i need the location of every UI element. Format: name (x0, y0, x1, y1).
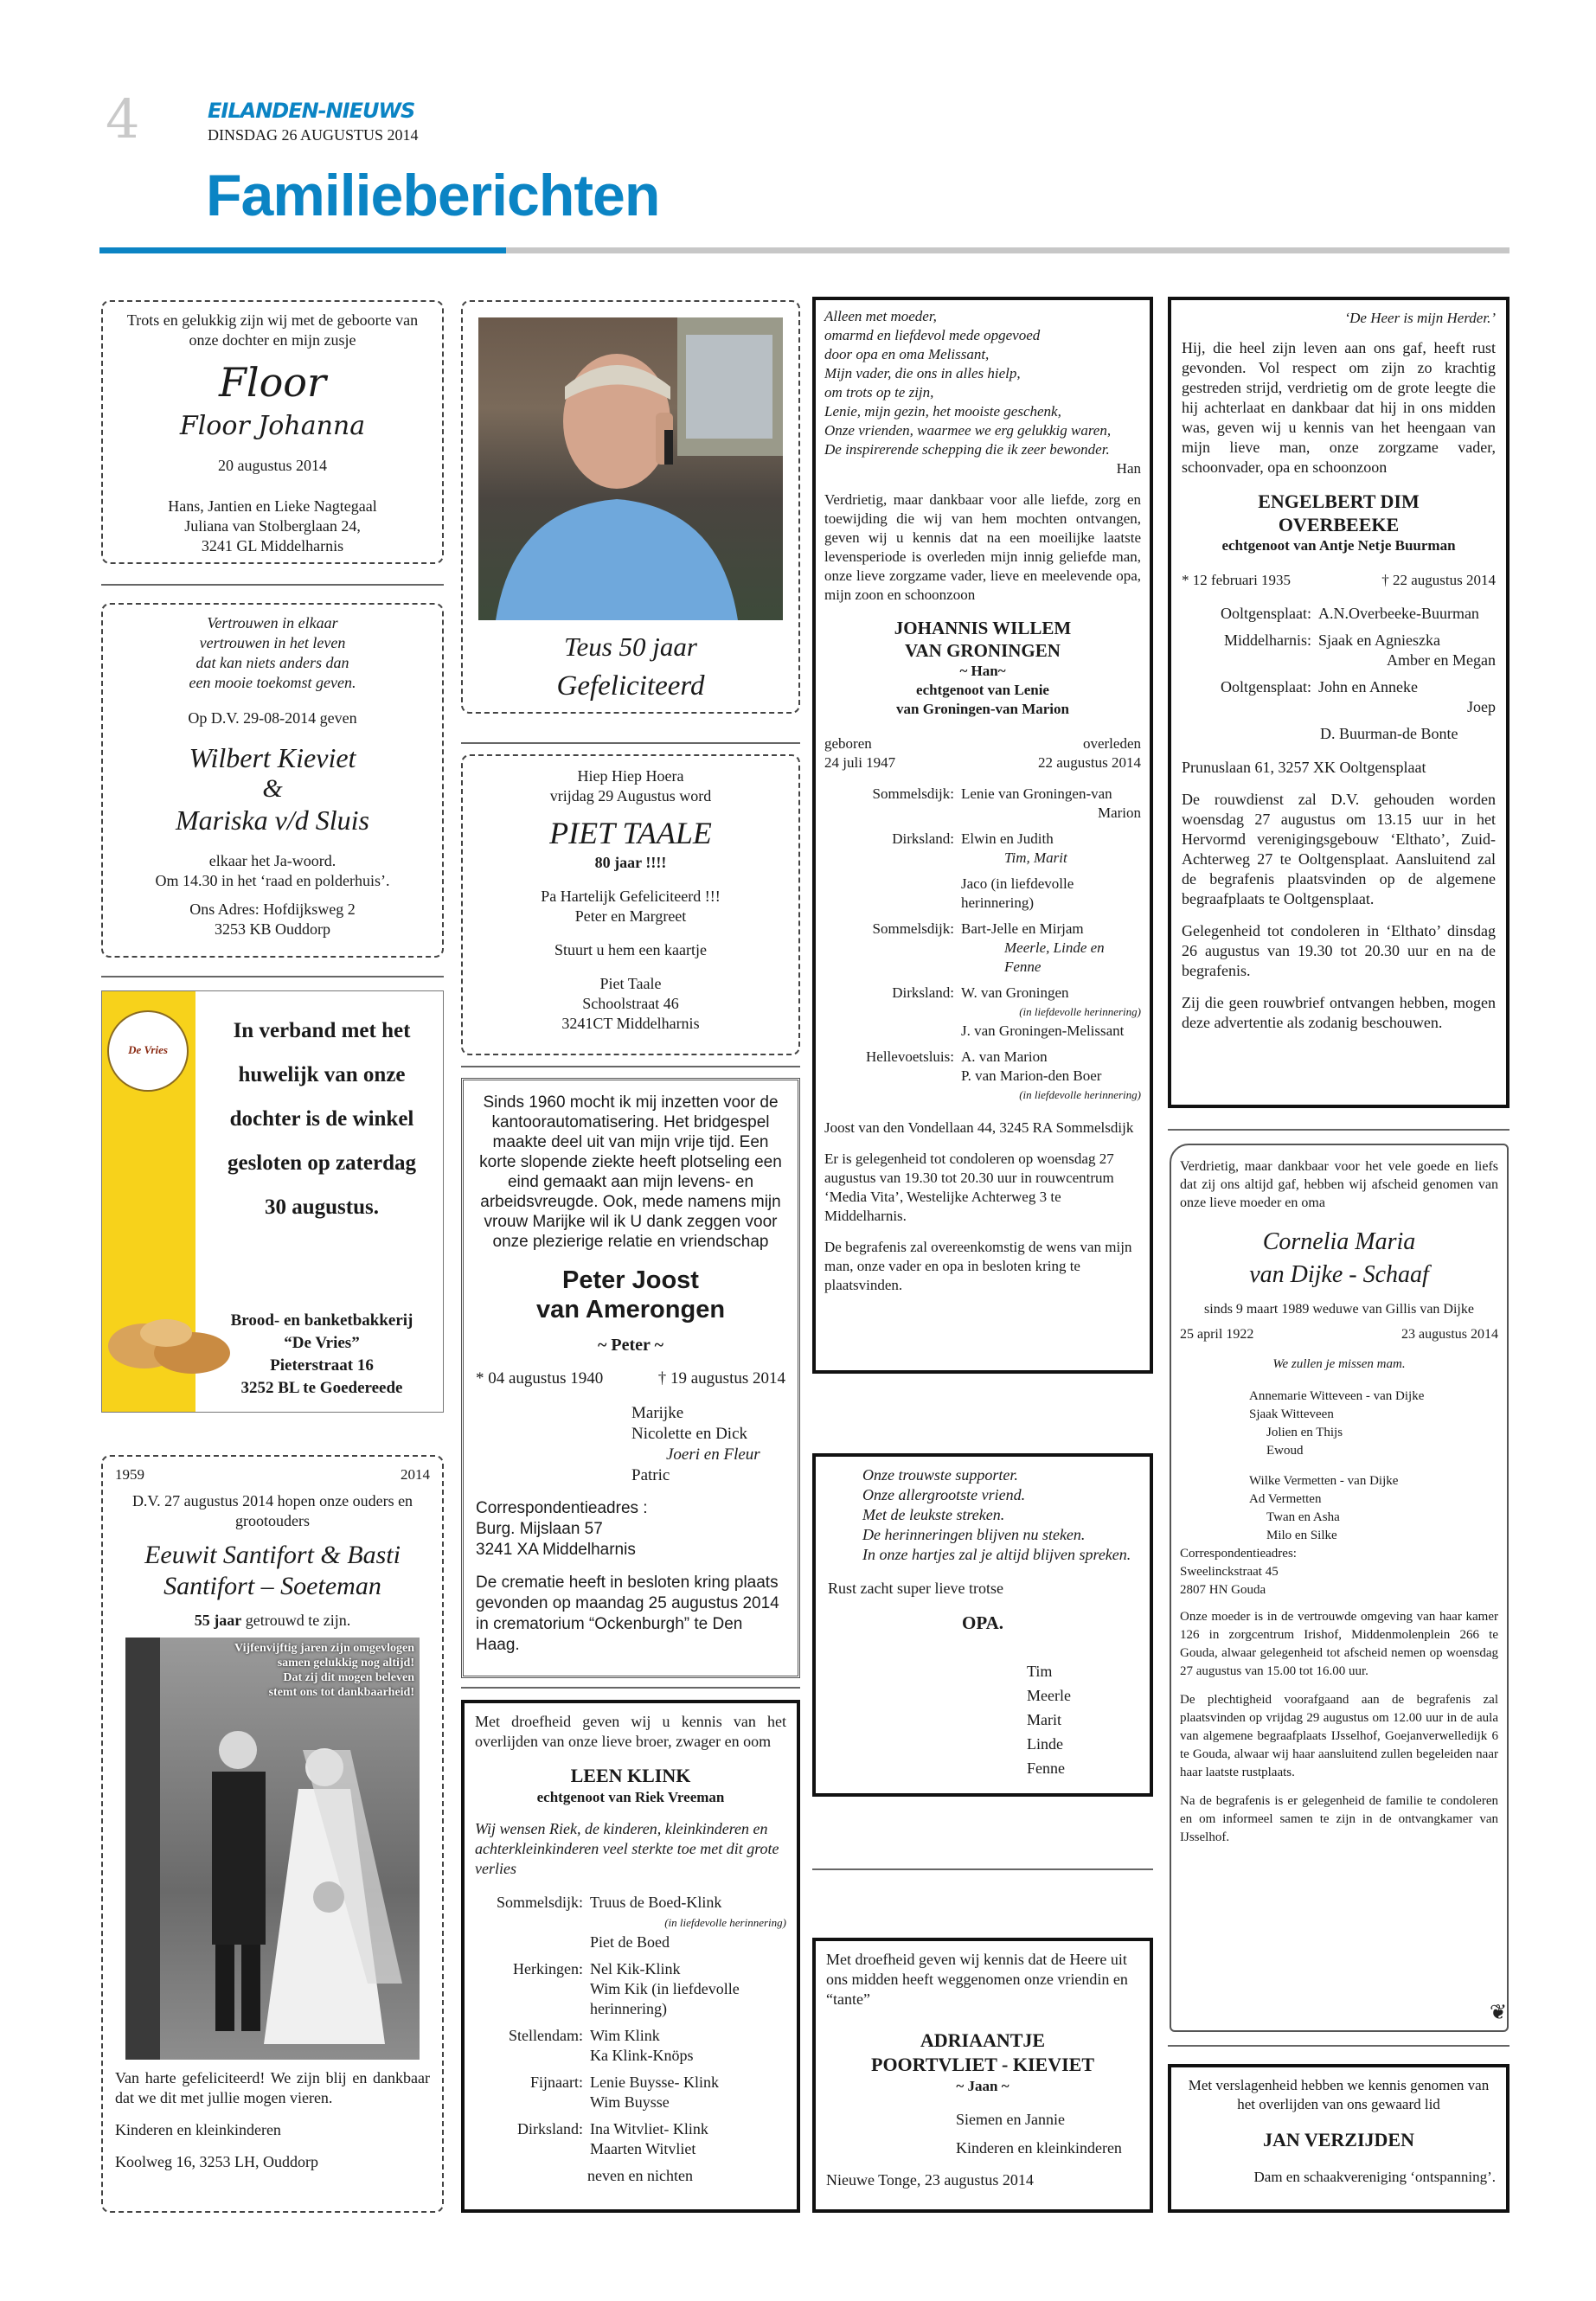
farewell-notice: Onze moeder is in de vertrouwde omgeving van haar kamer 126 in zorgcentrum Irishof, Middenmolenplein 266 te Gouda, alwaar gelegenheid tot afscheid nemen op woensdag 27 augustus van 15.00 tot 16.00 uur. (1180, 1610, 1498, 1678)
place-label: Stellendam: (509, 2027, 583, 2044)
wedding-line: elkaar het Ja-woord. (208, 852, 337, 869)
poem-line: Met de leukste streken. (862, 1506, 1005, 1523)
vanamerongen-text: Sinds 1960 mocht ik mij inzetten voor de kantoorautomatisering. Het bridgespel maakte deel uit van mijn vrije tijd. Een korte slopende ziekte heeft plotseling een eind gemaakt aan mijn levens- en arbeidsvreugde. Ook, mede namens mijn vrouw Marijke wil ik U dank zeggen voor onze plezierige relatie en vriendschap (479, 1093, 782, 1251)
poem-line: door opa en oma Melissant, (824, 346, 990, 362)
piet-age: 80 jaar !!!! (594, 854, 667, 871)
groningen-address: Joost van den Vondellaan 44, 3245 RA Sommelsdijk (824, 1119, 1134, 1136)
birth-date: * 12 februari 1935 (1182, 572, 1292, 588)
family-member: A.N.Overbeeke-Buurman (1318, 605, 1479, 622)
we-miss-you: We zullen je missen mam. (1272, 1357, 1406, 1371)
anniversary-ad (101, 1455, 444, 2213)
bakery-line: In verband met het (233, 1019, 411, 1042)
place-label: Hellevoetsluis: (866, 1048, 954, 1065)
family-row (824, 1048, 1141, 1105)
family-member: Amber en Megan (1387, 651, 1496, 669)
family-row (475, 1959, 786, 2019)
family-member: J. van Groningen-Melissant (961, 1022, 1125, 1039)
wedding-ad (101, 603, 444, 958)
place-label: Herkingen: (513, 1960, 583, 1977)
family-row (824, 830, 1141, 913)
poem-line: dat kan niets anders dan (195, 654, 349, 671)
poem-line: Onze allergrootste vriend. (862, 1486, 1026, 1503)
klink-end: neven en nichten (587, 2167, 693, 2184)
deceased-spouse: echtgenoot van Antje Netje Buurman (1221, 537, 1456, 554)
family-member: A. van Marion (961, 1048, 1048, 1065)
poem-line: Onze vrienden, waarmee we erg gelukkig waren, (824, 422, 1112, 439)
overbeeke-address: Prunuslaan 61, 3257 XK Ooltgensplaat (1182, 759, 1426, 776)
family-row (475, 2073, 786, 2112)
obituary-schaaf (1170, 1144, 1509, 2032)
baby-fullname: Floor Johanna (179, 411, 366, 441)
family-member: Elwin en Judith (961, 830, 1054, 847)
poem-line: om trots op te zijn, (824, 384, 934, 401)
condolence-notice: Er is gelegenheid tot condoleren op woensdag 27 augustus van 19.30 tot 20.30 uur in rouwcentrum ‘Media Vita’, Westelijke Achterweg 3 te Middelharnis. (824, 1150, 1114, 1224)
logo-text: De Vries (128, 1043, 168, 1056)
family-row (824, 785, 1141, 823)
death-date: † 19 augustus 2014 (657, 1369, 785, 1388)
family-row (1182, 604, 1496, 624)
grandchild-name: Tim (1027, 1663, 1053, 1680)
service-notice: De rouwdienst zal D.V. gehouden worden woensdag 27 augustus om 13.15 uur in het Hervormd verenigingsgebouw ‘Elthato’, Zuid-Achterweg 27 te Ooltgensplaat. Aansluitend zal de begrafenis plaatsvinden op de algemene begraafplaats te Ooltgensplaat. (1182, 791, 1496, 907)
grey-bar (506, 247, 1509, 253)
place-label: Sommelsdijk: (496, 1894, 583, 1911)
correspondence-label: Correspondentieadres : (476, 1499, 648, 1517)
deceased-name: LEEN KLINK (570, 1765, 691, 1786)
family-member: P. van Marion-den Boer (961, 1067, 1102, 1084)
deceased-name: Peter Joost (562, 1266, 699, 1294)
deceased-name: JOHANNIS WILLEM (894, 618, 1072, 638)
wedding-address: Ons Adres: Hofdijksweg 2 (189, 901, 356, 918)
city: 3241 GL Middelharnis (201, 537, 344, 554)
family-member: Jolien en Thijs (1266, 1426, 1343, 1439)
death-date: 23 augustus 2014 (1401, 1327, 1498, 1342)
wedding-address: 3253 KB Ouddorp (215, 920, 330, 938)
place-label: Sommelsdijk: (872, 920, 954, 937)
grandchild-name: Marit (1027, 1711, 1061, 1728)
deceased-name: Cornelia Maria (1262, 1228, 1416, 1255)
deceased-name: POORTVLIET - KIEVIET (871, 2054, 1094, 2075)
deceased-nickname: ~ Han~ (959, 663, 1006, 679)
poem-line: vertrouwen in het leven (199, 634, 346, 651)
poortvliet-intro: Met droefheid geven wij kennis dat de Heere uit ons midden heeft weggenomen onze vriendin en “tante” (826, 1951, 1128, 2008)
deceased-nickname: ~ Peter ~ (598, 1336, 663, 1355)
year-right: 2014 (401, 1466, 430, 1483)
poem-line: Mijn vader, die ons in alles hielp, (824, 365, 1021, 381)
couple-names: Eeuwit Santifort & Basti (144, 1541, 401, 1569)
divider (461, 1066, 800, 1067)
poem-line: In onze hartjes zal je altijd blijven spreken. (862, 1546, 1131, 1563)
poem-line: Lenie, mijn gezin, het mooiste geschenk, (824, 403, 1061, 420)
piet-intro: Hiep Hiep Hoera (577, 767, 684, 785)
family-member: Ad Vermetten (1249, 1492, 1322, 1506)
piet-address: 3241CT Middelharnis (561, 1015, 700, 1032)
page-number: 4 (106, 87, 140, 151)
family-member: Marion (1097, 804, 1141, 821)
deceased-spouse: echtgenoot van Lenie (916, 682, 1049, 698)
wedding-photo (125, 1638, 420, 2060)
family-member: Joeri en Fleur (666, 1445, 760, 1464)
photo-caption: Vijfenvijftig jaren zijn omgevlogen (234, 1642, 414, 1655)
obituary-poortvliet (812, 1938, 1153, 2213)
divider (1168, 2045, 1509, 2047)
place-label: Sommelsdijk: (872, 785, 954, 802)
family-member: Ewoud (1266, 1444, 1304, 1458)
bakery-city: 3252 BL te Goedereede (240, 1379, 403, 1397)
correspondence-address: 3241 XA Middelharnis (476, 1541, 636, 1559)
place-label: Ooltgensplaat: (1221, 678, 1311, 695)
teus-line: Teus 50 jaar (564, 631, 697, 662)
anniversary-from: Kinderen en kleinkinderen (115, 2121, 281, 2138)
deceased-spouse: echtgenoot van Riek Vreeman (536, 1789, 725, 1805)
family-member: Twan en Asha (1266, 1510, 1340, 1524)
bride-name: Mariska v/d Sluis (176, 804, 369, 836)
condolence-notice: Gelegenheid tot condoleren in ‘Elthato’ dinsdag 26 augustus van 19.30 tot 20.30 uur en na de begrafenis. (1182, 922, 1496, 979)
birth-date: 24 juli 1947 (824, 754, 896, 771)
family-member: Patric (631, 1466, 670, 1484)
family-member (961, 868, 1141, 875)
deceased-name: VAN GRONINGEN (905, 640, 1061, 661)
photo-caption: stemt ons tot dankbaarheid! (268, 1686, 414, 1699)
bakery-line: huwelijk van onze (238, 1063, 406, 1086)
bakery-street: Pieterstraat 16 (270, 1356, 374, 1375)
birth-date: 25 april 1922 (1180, 1327, 1254, 1342)
overbeeke-other: D. Buurman-de Bonte (1320, 725, 1458, 742)
bakery-ad (101, 990, 444, 1413)
born-label: geboren (824, 735, 872, 752)
wedding-line: Om 14.30 in het ‘raad en polderhuis’. (155, 872, 390, 889)
photo-caption: samen gelukkig nog altijd! (277, 1657, 414, 1670)
teus-line: Gefeliciteerd (556, 670, 705, 702)
family-row (824, 920, 1141, 977)
birth-date: * 04 augustus 1940 (476, 1369, 604, 1388)
family-member: Nel Kik-Klink (590, 1960, 681, 1977)
piet-address: Piet Taale (599, 975, 662, 992)
piet-card: Stuurt u hem een kaartje (554, 941, 707, 958)
place-label: Dirksland: (517, 2120, 583, 2138)
divider (101, 584, 444, 586)
divider (1168, 1129, 1509, 1131)
verzijden-intro: Met verslagenheid hebben we kennis genomen van het overlijden van ons gewaard lid (1188, 2077, 1490, 2112)
anniversary-wish: Van harte gefeliciteerd! We zijn blij en dankbaar dat we dit met jullie mogen vieren. (115, 2069, 430, 2106)
deceased-nickname: ~ Jaan ~ (956, 2078, 1010, 2094)
deceased-name: JAN VERZIJDEN (1262, 2129, 1414, 2150)
family-group (1180, 1472, 1498, 1545)
poem-line: Onze trouwste supporter. (862, 1466, 1018, 1484)
poem-line: De herinneringen blijven nu steken. (862, 1526, 1086, 1543)
opa-ad (812, 1453, 1153, 1797)
grandchild-name: Linde (1027, 1735, 1063, 1753)
obituary-overbeeke (1168, 297, 1509, 1108)
family-member: Ina Witvliet- Klink (590, 2120, 708, 2138)
masthead: EILANDEN-NIEUWS (208, 99, 415, 123)
piet-congrats: Pa Hartelijk Gefeliciteerd !!! (541, 888, 721, 905)
correspondence-address: 2807 HN Gouda (1180, 1583, 1266, 1597)
family-member: Truus de Boed-Klink (590, 1894, 722, 1911)
poem-line: omarmd en liefdevol mede opgevoed (824, 327, 1041, 343)
flower-icon: ❦ (1490, 2002, 1508, 2024)
bakery-line: 30 augustus. (265, 1195, 379, 1219)
place-label: Ooltgensplaat: (1221, 605, 1311, 622)
death-date: † 22 augustus 2014 (1381, 572, 1496, 588)
family-member: Lenie van Groningen-van (961, 785, 1112, 802)
birth-date: 20 augustus 2014 (218, 457, 327, 474)
ceremony-notice: De plechtigheid voorafgaand aan de begrafenis zal plaatsvinden op vrijdag 29 augustus om 12.00 uur in de aula van algemene begraafplaats IJsselhof, Goejanverwelledijk 6 te Gouda, alwaar wij haar aansluitend zullen begeleiden naar haar laatste rustplaats. (1180, 1693, 1498, 1779)
schaaf-intro: Verdrietig, maar dankbaar voor het vele goede en liefs dat zij ons altijd gaf, hebben wij afscheid genomen van onze lieve moeder en oma (1180, 1159, 1498, 1210)
no-letters-notice: Zij die geen rouwbrief ontvangen hebben, mogen deze advertentie als zodanig beschouwen. (1182, 994, 1496, 1031)
street: Juliana van Stolberglaan 24, (184, 517, 361, 535)
family-group (1180, 1388, 1498, 1460)
family-member: Nicolette en Dick (631, 1425, 748, 1443)
couple-names: Santifort – Soeteman (163, 1572, 381, 1600)
family-row (1182, 677, 1496, 717)
family-row (475, 1893, 786, 1952)
died-label: overleden (1082, 735, 1141, 752)
family-member: Wim Buysse (590, 2093, 670, 2111)
divider (461, 742, 800, 744)
piet-intro: vrijdag 29 Augustus word (549, 787, 712, 804)
teus-photo (478, 317, 783, 620)
ampersand: & (262, 774, 283, 803)
issue-date: DINSDAG 26 AUGUSTUS 2014 (208, 126, 419, 144)
deceased-name: van Dijke - Schaaf (1249, 1261, 1429, 1288)
family-row (1182, 631, 1496, 670)
family-member: Lenie Buysse- Klink (590, 2073, 719, 2091)
family-member: Milo en Silke (1266, 1529, 1337, 1542)
photo-caption: Dat zij dit mogen beleven (283, 1671, 414, 1684)
poortvliet-family: Kinderen en kleinkinderen (956, 2139, 1122, 2157)
correspondence-label: Correspondentieadres: (1180, 1547, 1297, 1561)
family-member: Piet de Boed (590, 1933, 670, 1951)
divider (812, 1868, 1153, 1870)
family-list (824, 785, 1141, 1105)
deceased-name: ENGELBERT DIM (1258, 490, 1420, 512)
obituary-van-groningen (812, 297, 1153, 1374)
groningen-text: Verdrietig, maar dankbaar voor alle liefde, zorg en toewijding die wij van hem mochten ontvangen, geven wij u kennis dat na een moeilijke laatste levensperiode is overleden mijn innig geliefde man, onze lieve zorgzame vader, lieve en meelevende opa, mijn zoon en schoonzoon (824, 491, 1141, 603)
family-member: Joep (1467, 698, 1496, 715)
klink-wish: Wij wensen Riek, de kinderen, kleinkinderen en achterkleinkinderen veel sterkte toe met dit grote verlies (475, 1820, 779, 1877)
family-member: Ka Klink-Knöps (590, 2047, 694, 2064)
years-married: 55 jaar (194, 1612, 242, 1629)
verzijden-from: Dam en schaakvereniging ‘ontspanning’. (1253, 2169, 1496, 2185)
place-label: Fijnaart: (530, 2073, 583, 2091)
family-member: Annemarie Witteveen - van Dijke (1249, 1389, 1425, 1403)
family-list (475, 1893, 786, 2159)
family-member: Jaco (in liefdevolle herinnering) (961, 875, 1074, 911)
deceased-spouse: van Groningen-van Marion (896, 701, 1069, 717)
birthday-ad-teus (461, 300, 800, 714)
obituary-klink (461, 1700, 800, 2213)
family-member: Wim Klink (590, 2027, 660, 2044)
poem-line: een mooie toekomst geven. (189, 674, 356, 691)
family-member: Wim Kik (in liefdevolle herinnering) (590, 1980, 740, 2017)
family-member: John en Anneke (1318, 678, 1418, 695)
page-title: Familieberichten (206, 163, 660, 228)
deceased-name: OVERBEEKE (1278, 514, 1400, 535)
piet-name: PIET TAALE (549, 816, 712, 850)
opa-title: OPA. (961, 1612, 1004, 1633)
accent-bar (99, 247, 506, 253)
overbeeke-text: Hij, die heel zijn leven aan ons gaf, heeft rust gevonden. Vol respect om zijn zo krachtig gestreden strijd, verdrietig om de grote leegte die hij achterlaat en dankbaar dat hij in ons midden was, geven wij u kennis van het heengaan van mijn lieve man, onze zorgzame vader, schoonvader, opa en schoonzoon (1182, 339, 1496, 476)
family-row (824, 984, 1141, 1041)
family-member: Maarten Witvliet (590, 2140, 696, 2157)
poem-line: Alleen met moeder, (824, 308, 937, 324)
obituary-verzijden (1168, 2064, 1509, 2213)
poortvliet-footer: Nieuwe Tonge, 23 augustus 2014 (826, 2171, 1034, 2189)
correspondence-address: Burg. Mijslaan 57 (476, 1520, 603, 1538)
birth-ad-floor (101, 300, 444, 564)
deceased-name: van Amerongen (535, 1296, 726, 1324)
obituary-van-amerongen (461, 1078, 800, 1678)
divider (101, 976, 444, 977)
family-row (475, 2119, 786, 2159)
poortvliet-family: Siemen en Jannie (956, 2111, 1065, 2128)
family-member: Wilke Vermetten - van Dijke (1249, 1474, 1399, 1488)
parents: Hans, Jantien en Lieke Nagtegaal (168, 497, 377, 515)
correspondence-address: Sweelinckstraat 45 (1180, 1565, 1279, 1579)
place-label: Dirksland: (892, 830, 954, 847)
klink-intro: Met droefheid geven wij u kennis van het overlijden van onze lieve broer, zwager en oom (475, 1713, 786, 1750)
divider (461, 1687, 800, 1689)
bakery-name: “De Vries” (284, 1334, 360, 1352)
family-row (475, 2026, 786, 2066)
family-list (1182, 604, 1496, 717)
birth-intro: Trots en gelukkig zijn wij met de geboorte van onze dochter en mijn zusje (126, 311, 419, 349)
poem-signature: Han (1116, 460, 1141, 477)
bakery-line: gesloten op zaterdag (227, 1151, 417, 1175)
funeral-notice: De begrafenis zal overeenkomstig de wens van mijn man, onze vader en opa in besloten kring te plaatsvinden. (824, 1239, 1132, 1293)
years-text: getrouwd te zijn. (241, 1612, 351, 1629)
cremation-notice: De crematie heeft in besloten kring plaats gevonden op maandag 25 augustus 2014 in crematorium “Ockenburgh” te Den Haag. (476, 1574, 779, 1654)
poem-line: De inspirerende schepping die ik zeer bewonder. (824, 441, 1110, 458)
widow-note: sinds 9 maart 1989 weduwe van Gillis van Dijke (1204, 1302, 1474, 1317)
poem-line: Vertrouwen in elkaar (207, 614, 338, 631)
grandchild-name: Fenne (1027, 1759, 1065, 1777)
anniversary-address: Koolweg 16, 3253 LH, Ouddorp (115, 2153, 318, 2170)
family-member: Marijke (631, 1404, 684, 1422)
birthday-ad-piet (461, 754, 800, 1055)
family-member: Sjaak en Agnieszka (1318, 631, 1440, 649)
bible-quote: ‘De Heer is mijn Herder.’ (1344, 310, 1496, 326)
family-member: Tim, Marit (1004, 849, 1067, 866)
baby-name: Floor (218, 359, 326, 406)
bakery-business: Brood- en banketbakkerij (230, 1311, 413, 1330)
family-member: (in liefdevolle herinnering) (1019, 1005, 1141, 1018)
family-member: Bart-Jelle en Mirjam (961, 920, 1084, 937)
family-member: W. van Groningen (961, 984, 1069, 1001)
deceased-name: ADRIAANTJE (920, 2029, 1046, 2051)
bakery-logo (107, 1010, 189, 1092)
family-member: (in liefdevolle herinnering) (664, 1916, 786, 1929)
piet-from: Peter en Margreet (574, 907, 687, 925)
groom-name: Wilbert Kieviet (189, 742, 356, 773)
family-member: Sjaak Witteveen (1249, 1407, 1334, 1421)
place-label: Dirksland: (892, 984, 954, 1001)
family-member: (in liefdevolle herinnering) (1019, 1088, 1141, 1101)
death-date: 22 augustus 2014 (1038, 754, 1141, 771)
anniversary-intro: D.V. 27 augustus 2014 hopen onze ouders en grootouders (131, 1492, 413, 1529)
wedding-intro: Op D.V. 29-08-2014 geven (188, 709, 357, 727)
year-left: 1959 (115, 1466, 144, 1483)
piet-address: Schoolstraat 46 (582, 995, 679, 1012)
family-member: Meerle, Linde en Fenne (1004, 939, 1105, 975)
condolence-notice: Na de begrafenis is er gelegenheid de familie te condoleren en om informeel samen te zijn in de ontvangkamer van IJsselhof. (1180, 1794, 1498, 1844)
bakery-line: dochter is de winkel (229, 1107, 414, 1131)
place-label: Middelharnis: (1224, 631, 1311, 649)
opa-text: Rust zacht super lieve trotse (828, 1580, 1003, 1597)
grandchild-name: Meerle (1027, 1687, 1071, 1704)
